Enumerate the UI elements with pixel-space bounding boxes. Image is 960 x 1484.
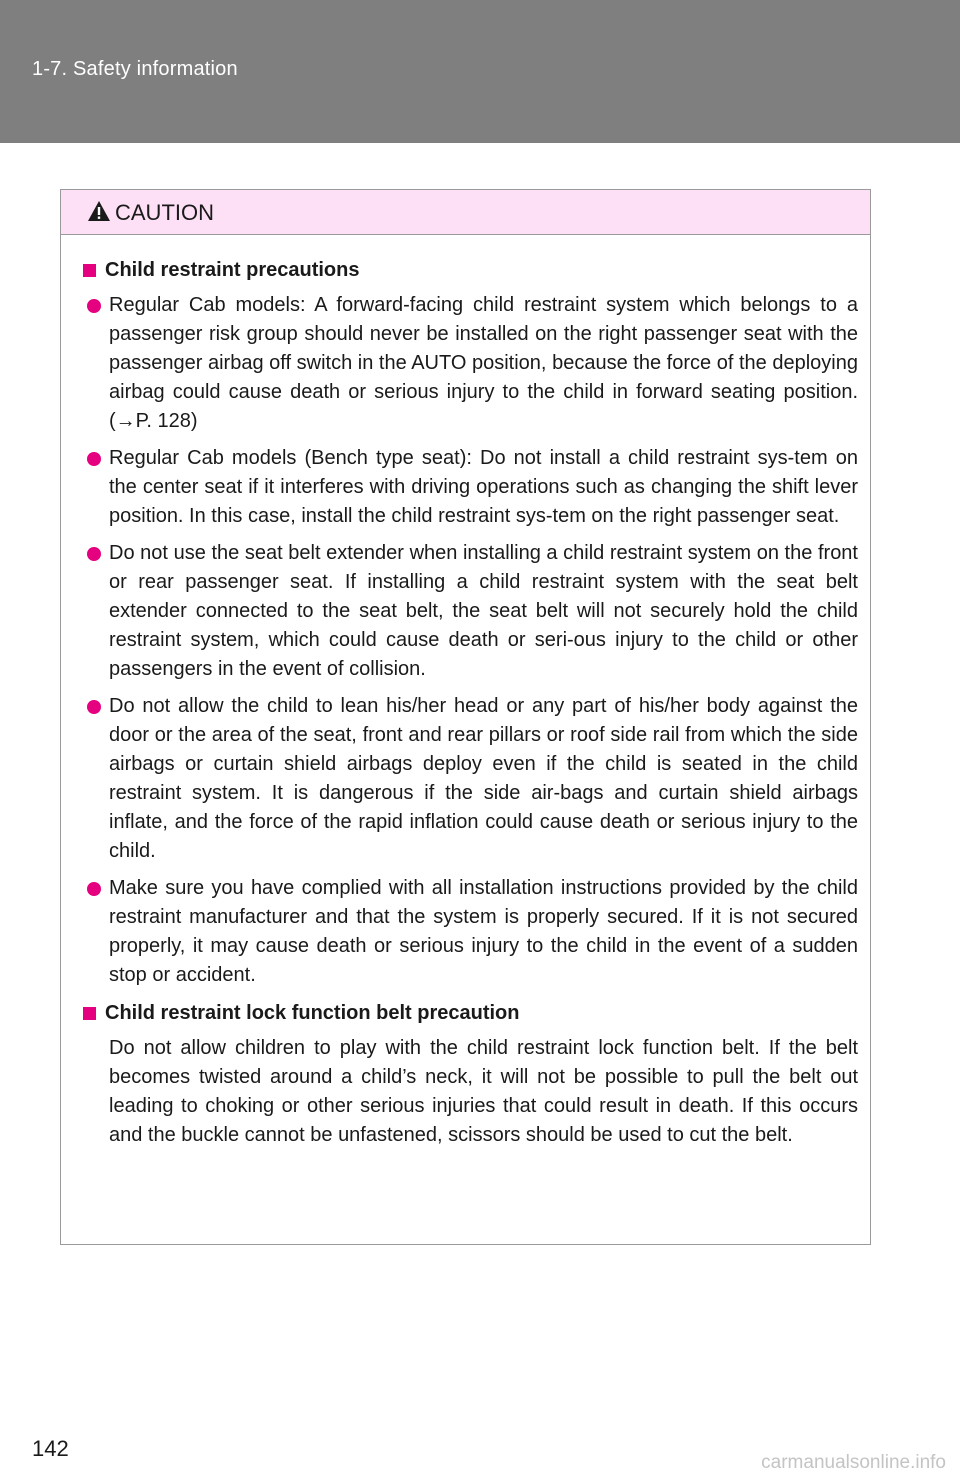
circle-bullet-icon (87, 299, 101, 313)
section-heading-text: Child restraint lock function belt precaution (105, 1002, 520, 1024)
list-item (81, 874, 858, 990)
caution-box (60, 189, 871, 1245)
list-item-text: Regular Cab models (Bench type seat): Do not install a child restraint sys-tem on the center seat if it interferes with driving operations such as changing the shift lever position. In this case, install the child restraint sys-tem on the right passenger seat. (109, 447, 858, 527)
page-header (0, 0, 960, 143)
caution-content (61, 235, 870, 1150)
square-bullet-icon (83, 264, 96, 277)
caution-title: CAUTION (115, 200, 214, 225)
list-item (81, 291, 858, 436)
list-item-text: Do not use the seat belt extender when installing a child restraint system on the front or rear passenger seat. If installing a child restraint system with the seat belt extender connected to the seat belt, the seat belt will not securely hold the child restraint system, which could cause death or seri-ous injury to the child or other passengers in the event of collision. (109, 542, 858, 680)
section-heading-lock-function-belt (81, 998, 858, 1028)
circle-bullet-icon (87, 547, 101, 561)
list-item (81, 539, 858, 684)
section-title-header: 1-7. Safety information (32, 58, 238, 80)
list-item (81, 692, 858, 866)
list-item-text: Make sure you have complied with all installation instructions provided by the child restraint manufacturer and that the system is properly secured. If it is not secured properly, it may cause death or serious injury to the child in the event of a sudden stop or accident. (109, 877, 858, 986)
warning-triangle-icon (87, 200, 111, 222)
section-heading-text: Child restraint precautions (105, 259, 360, 281)
section-heading-child-restraint (81, 255, 858, 285)
caution-header (61, 190, 870, 235)
list-item-text: Do not allow the child to lean his/her head or any part of his/her body against the door or the area of the seat, front and rear pillars or roof side rail from which the side airbags or curtain shield airbags deploy even if the child is seated in the child restraint system. It is dangerous if the side air-bags and curtain shield airbags inflate, and the force of the rapid inflation could cause death or serious injury to the child. (109, 695, 858, 862)
watermark: carmanualsonline.info (761, 1452, 946, 1473)
list-item (81, 444, 858, 531)
circle-bullet-icon (87, 452, 101, 466)
section-paragraph: Do not allow children to play with the child restraint lock function belt. If the belt becomes twisted around a child’s neck, it will not be possible to pull the belt out leading to choking or other serious injuries that could result in death. If this occurs and the buckle cannot be unfastened, scissors should be used to cut the belt. (109, 1037, 858, 1146)
circle-bullet-icon (87, 882, 101, 896)
square-bullet-icon (83, 1007, 96, 1020)
circle-bullet-icon (87, 700, 101, 714)
list-item-text: Regular Cab models: A forward-facing child restraint system which belongs to a passenger risk group should never be installed on the right passenger seat with the passenger airbag off switch in the AUTO position, because the force of the deploying airbag could cause death or serious injury to the child in forward seating position. (→P. 128) (109, 294, 858, 432)
page-number: 142 (32, 1436, 69, 1461)
